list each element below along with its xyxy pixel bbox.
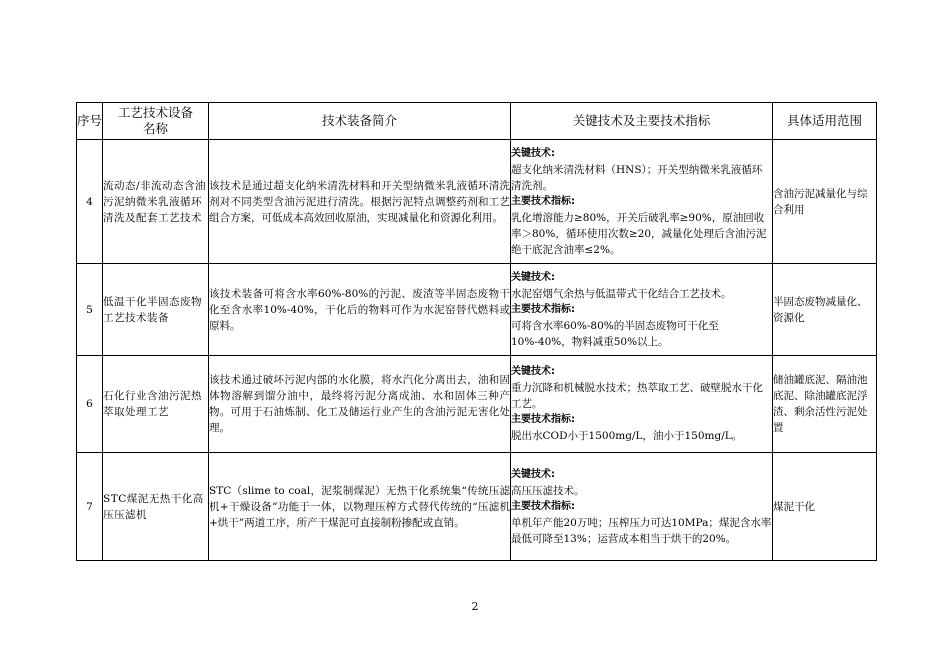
table-row [77,356,877,453]
table-header-row [77,103,877,140]
row-metrics [511,264,773,356]
header-num: 序号 [77,103,103,140]
header-scope: 具体适用范围 [773,103,877,140]
row-metrics [511,453,773,561]
row-metrics [511,356,773,453]
indicator-text: 脱出水COD小于1500mg/L，油小于150mg/L。 [511,430,743,442]
key-tech-label: 关键技术: [511,468,555,480]
page-number: 2 [471,600,479,613]
header-metrics: 关键技术及主要技术指标 [511,103,773,140]
header-name: 工艺技术设备名称 [103,103,209,140]
row-num: 4 [77,140,103,264]
key-tech-text: 水泥窑烟气余热与低温带式干化结合工艺技术。 [511,287,732,300]
table-row [77,453,877,561]
indicator-text: 可将含水率60%-80%的半固态废物可干化至10%-40%，物料减重50%以上。 [511,319,719,348]
row-scope: 煤泥干化 [773,453,877,561]
row-intro: STC（slime to coal，泥浆制煤泥）无热干化系统集“传统压滤机+干燥设备”功能于一体，以物理压榨方式替代传统的“压滤机+烘干”两道工序，所产干煤泥可直接制粉掺配或直销。 [209,453,511,561]
key-tech-text: 重力沉降和机械脱水技术；热萃取工艺、破壁脱水干化工艺。 [511,382,763,410]
indicator-text: 乳化增溶能力≥80%，开关后破乳率≥90%，原油回收率＞80%，循环使用次数≥20，减量化处理后含油污泥绝干底泥含油率≤2%。 [511,211,767,256]
table-row [77,140,877,264]
row-intro: 该技术是通过超支化纳米清洗材料和开关型纳微米乳液循环清洗剂对不同类型含油污泥进行清洗。根据污泥特点调整药剂和工艺组合方案，可低成本高效回收原油，实现减量化和资源化利用。 [209,140,511,264]
row-num: 7 [77,453,103,561]
key-tech-label: 关键技术: [511,366,555,377]
row-num: 5 [77,264,103,356]
row-name: STC煤泥无热干化高压压滤机 [103,453,209,561]
row-scope: 储油罐底泥、隔油池底泥、除油罐底泥浮渣、剩余活性污泥处置 [773,356,877,453]
header-intro: 技术装备简介 [209,103,511,140]
row-scope: 半固态废物减量化、资源化 [773,264,877,356]
key-tech-text: 超支化纳米清洗材料（HNS）；开关型纳微米乳液循环清洗剂。 [511,163,763,192]
key-tech-text: 高压压滤技术。 [511,484,585,497]
row-intro: 该技术通过破坏污泥内部的水化膜，将水汽化分离出去，油和固体物溶解到馏分油中，最终将污泥分离成油、水和固体三种产物。可用于石油炼制、化工及储运行业产生的含油污泥无害化处理。 [209,356,511,453]
row-intro: 该技术装备可将含水率60%-80%的污泥、废渣等半固态废物干化至含水率10%-40%，干化后的物料可作为水泥窑替代燃料或原料。 [209,264,511,356]
indicator-text: 单机年产能20万吨；压榨压力可达10MPa；煤泥含水率最低可降至13%；运营成本相当于烘干的20%。 [511,516,772,545]
row-name: 石化行业含油污泥热萃取处理工艺 [103,356,209,453]
row-name: 流动态/非流动态含油污泥纳微米乳液循环清洗及配套工艺技术 [103,140,209,264]
indicator-label: 主要技术指标: [511,414,575,425]
technology-table [76,102,877,561]
row-name: 低温干化半固态废物工艺技术装备 [103,264,209,356]
key-tech-label: 关键技术: [511,271,555,283]
table-row [77,264,877,356]
key-tech-label: 关键技术: [511,147,555,159]
row-scope: 含油污泥减量化与综合利用 [773,140,877,264]
indicator-label: 主要技术指标: [511,500,575,512]
indicator-label: 主要技术指标: [511,195,575,207]
indicator-label: 主要技术指标: [511,303,575,315]
row-metrics [511,140,773,264]
row-num: 6 [77,356,103,453]
